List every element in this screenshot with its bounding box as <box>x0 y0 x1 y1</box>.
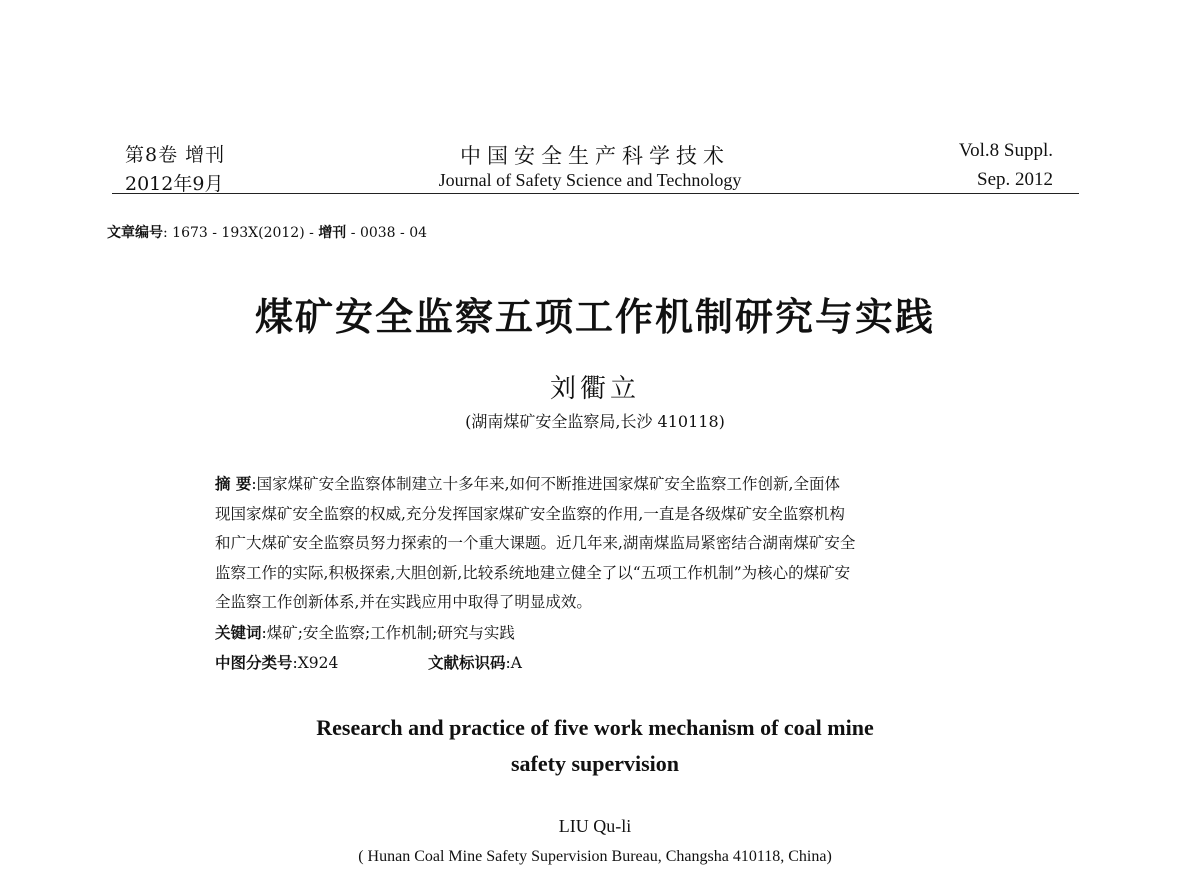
document-code-label: 文献标识码 <box>428 654 506 672</box>
abstract-text: :国家煤矿安全监察体制建立十多年来,如何不断推进国家煤矿安全监察工作创新,全面体 <box>251 475 840 493</box>
keywords-value: :煤矿;安全监察;工作机制;研究与实践 <box>261 624 515 642</box>
author-name-cn: 刘衢立 <box>549 374 640 404</box>
paper-title-en-line2: safety supervision <box>510 751 680 776</box>
header-divider <box>112 193 1079 194</box>
volume-issue-cn: 第8卷 增刊 <box>125 144 226 166</box>
classification-number <box>215 651 338 673</box>
author-affiliation-en: ( Hunan Coal Mine Safety Supervision Bureau, Changsha 410118, China) <box>358 848 832 865</box>
article-number-label: 文章编号 <box>107 225 163 241</box>
abstract-line: 和广大煤矿安全监察员努力探索的一个重大课题。近几年来,湖南煤监局紧密结合湖南煤矿安全 <box>215 534 856 552</box>
article-number-value: : 1673 - 193X(2012) - <box>163 225 319 241</box>
abstract-cn <box>215 470 975 618</box>
abstract-line: 监察工作的实际,积极探索,大胆创新,比较系统地建立健全了以“五项工作机制”为核心的煤矿安 <box>215 563 851 582</box>
paper-title-cn: 煤矿安全监察五项工作机制研究与实践 <box>254 295 935 339</box>
publication-date-cn: 2012年9月 <box>125 173 224 195</box>
journal-title-en: Journal of Safety Science and Technology <box>438 170 742 190</box>
article-number <box>107 222 427 242</box>
document-code-value: :A <box>505 654 522 672</box>
abstract-line <box>215 470 975 500</box>
paper-title-en-line1: Research and practice of five work mechanism of coal mine <box>316 715 874 740</box>
author-affiliation-cn: (湖南煤矿安全监察局,长沙 410118) <box>465 412 725 431</box>
publication-date-en: Sep. 2012 <box>977 169 1053 190</box>
classification-label: 中图分类号 <box>215 654 293 672</box>
abstract-label: 摘 要 <box>215 475 252 493</box>
journal-title-cn: 中国安全生产科学技术 <box>460 144 730 168</box>
keywords-cn <box>215 621 515 643</box>
abstract-line: 全监察工作创新体系,并在实践应用中取得了明显成效。 <box>215 593 592 611</box>
author-name-en: LIU Qu-li <box>558 816 632 836</box>
keywords-label: 关键词 <box>215 624 262 642</box>
classification-value: :X924 <box>292 654 339 672</box>
paper-title-en <box>0 710 1190 782</box>
article-number-suppl: 增刊 <box>318 225 347 241</box>
volume-issue-en: Vol.8 Suppl. <box>958 140 1053 161</box>
abstract-line: 现国家煤矿安全监察的权威,充分发挥国家煤矿安全监察的作用,一直是各级煤矿安全监察机构 <box>215 504 845 523</box>
document-code <box>428 651 522 673</box>
article-number-suffix: - 0038 - 04 <box>346 225 428 241</box>
